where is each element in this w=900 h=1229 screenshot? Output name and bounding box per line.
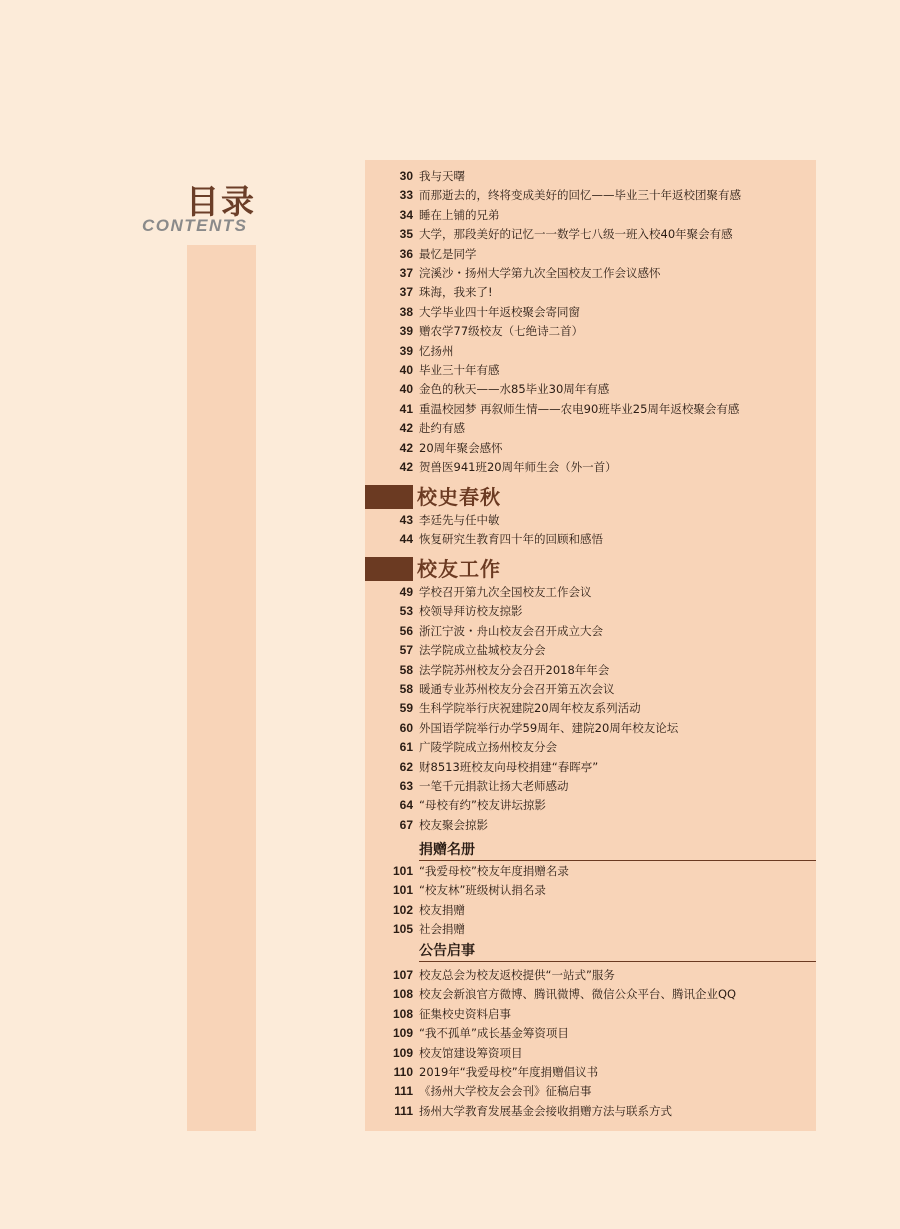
side-decorative-strip [187,245,256,1131]
entry-title: 征集校史资料启事 [419,1006,511,1021]
entry-title: 2019年“我爱母校”年度捐赠倡议书 [419,1065,599,1079]
page-number: 109 [392,1026,413,1041]
toc-entry[interactable] [365,1024,816,1043]
toc-entry[interactable] [365,225,816,244]
toc-entry[interactable] [365,1082,816,1101]
page-number: 67 [399,817,413,832]
toc-entry[interactable] [365,1044,816,1063]
page-number: 42 [399,460,413,474]
page-number: 44 [399,532,413,547]
entry-title: 暖通专业苏州校友分会召开第五次会议 [419,682,615,696]
entry-title: 重温校园梦 再叙师生情——农电90班毕业25周年返校聚会有感 [419,401,740,416]
entry-title: 而那逝去的，终将变成美好的回忆——毕业三十年返校团聚有感 [419,188,741,203]
page-number: 58 [399,682,413,696]
toc-entry[interactable] [365,206,816,225]
page-number: 58 [399,662,413,677]
section-band-history [365,485,413,509]
contents-title-en: CONTENTS [142,216,248,235]
toc-entry[interactable] [365,419,816,438]
toc-entry[interactable] [365,583,816,602]
page-number: 39 [399,343,413,358]
page-number: 39 [399,324,413,339]
toc-entry[interactable] [365,186,816,205]
toc-entry[interactable] [365,816,816,835]
contents-title-cn: 目录 [186,182,256,221]
entry-title: 扬州大学教育发展基金会接收捐赠方法与联系方式 [419,1103,672,1118]
entry-title: 外国语学院举行办学59周年、建院20周年校友论坛 [419,720,679,735]
entry-title: 睡在上铺的兄弟 [419,207,500,222]
entry-title: 校友捐赠 [419,902,465,917]
entry-title: 校领导拜访校友掠影 [419,604,523,619]
toc-entry[interactable] [365,1063,816,1082]
entry-title: 毕业三十年有感 [419,363,500,377]
toc-entry[interactable] [365,966,816,985]
page-number: 36 [399,246,413,261]
section-rule-notice [419,961,816,962]
page-number: 35 [399,227,413,242]
toc-entry[interactable] [365,719,816,738]
page-number: 107 [392,968,413,982]
section-title-history: 校史春秋 [417,485,501,509]
entry-title: “校友林”班级树认捐名录 [419,883,546,898]
toc-entry[interactable] [365,602,816,621]
entry-title: 大学毕业四十年返校聚会寄同窗 [419,304,580,319]
entry-title: 校友会新浪官方微博、腾讯微博、微信公众平台、腾讯企业QQ [419,987,737,1002]
toc-entry[interactable] [365,361,816,380]
page-number: 110 [393,1065,413,1079]
page-number: 38 [399,304,413,319]
entry-title: 浣溪沙・扬州大学第九次全国校友工作会议感怀 [419,266,661,280]
entry-title: 财8513班校友向母校捐建“春晖亭” [419,759,599,774]
entry-title: “母校有约”校友讲坛掠影 [419,798,546,813]
page-number: 101 [392,883,413,898]
entry-title: “我爱母校”校友年度捐赠名录 [419,864,569,878]
toc-entry[interactable] [365,439,816,458]
toc-entry[interactable] [365,680,816,699]
entry-title: 大学，那段美好的记忆一一数学七八级一班入校40年聚会有感 [419,227,733,242]
page-number: 101 [392,864,413,878]
page-number: 59 [399,701,413,716]
toc-entry[interactable] [365,245,816,264]
toc-entry[interactable] [365,622,816,641]
page-number: 43 [399,513,413,527]
toc-entry[interactable] [365,380,816,399]
page-number: 40 [399,363,413,377]
toc-panel [365,160,816,1131]
toc-entry[interactable] [365,661,816,680]
toc-entry[interactable] [365,511,816,530]
toc-entry[interactable] [365,1005,816,1024]
entry-title: 赴约有感 [419,421,465,436]
page-number: 108 [392,987,413,1002]
entry-title: 珠海，我来了! [419,285,493,300]
toc-entry[interactable] [365,530,816,549]
entry-title: 社会捐赠 [419,922,465,937]
page-number: 64 [399,798,413,813]
page-number: 102 [392,902,413,917]
toc-entry[interactable] [365,881,816,900]
section-title-alumni: 校友工作 [417,557,501,581]
page-number: 40 [399,382,413,397]
toc-entry[interactable] [365,985,816,1004]
entry-title: 浙江宁波・舟山校友会召开成立大会 [419,623,603,638]
page-number: 33 [399,188,413,203]
page-number: 108 [392,1006,413,1021]
entry-title: 金色的秋天——水85毕业30周年有感 [419,382,610,397]
entry-title: 贺兽医941班20周年师生会（外一首） [419,460,617,474]
toc-entry[interactable] [365,167,816,186]
toc-entry[interactable] [365,758,816,777]
entry-title: 赠农学77级校友（七绝诗二首） [419,324,584,339]
toc-entry[interactable] [365,901,816,920]
section-band-alumni [365,557,413,581]
page-number: 60 [399,720,413,735]
toc-entry[interactable] [365,641,816,660]
entry-title: 一笔千元捐款让扬大老师感动 [419,779,569,793]
entry-title: 最忆是同学 [419,246,477,261]
toc-entry[interactable] [365,322,816,341]
toc-entry[interactable] [365,400,816,419]
entry-title: 《扬州大学校友会会刊》征稿启事 [419,1084,592,1099]
section-title-notice: 公告启事 [419,943,475,959]
page-number: 62 [399,759,413,774]
entry-title: 20周年聚会感怀 [419,440,503,455]
toc-entry[interactable] [365,796,816,815]
entry-title: 学校召开第九次全国校友工作会议 [419,585,592,599]
entry-title: 李廷先与任中敏 [419,513,500,527]
entry-title: 我与天曙 [419,169,465,183]
page-number: 57 [399,643,413,658]
entry-title: 法学院苏州校友分会召开2018年年会 [419,662,610,677]
page-number: 37 [399,285,413,300]
page-number: 37 [399,266,413,280]
toc-entry[interactable] [365,264,816,283]
toc-entry[interactable] [365,303,816,322]
toc-entry[interactable] [365,342,816,361]
page-number: 30 [399,169,413,183]
page-number: 56 [399,623,413,638]
page-number: 49 [399,585,413,599]
page-number: 42 [399,440,413,455]
page-number: 41 [399,401,413,416]
section-title-donation: 捐赠名册 [419,842,475,858]
page-number: 109 [392,1045,413,1060]
page-number: 111 [394,1103,413,1118]
page-number: 63 [399,779,413,793]
entry-title: 忆扬州 [419,343,454,358]
page-number: 111 [394,1084,413,1099]
toc-entry[interactable] [365,920,816,939]
toc-entry[interactable] [365,777,816,796]
entry-title: 校友总会为校友返校提供“一站式”服务 [419,968,615,982]
toc-entry[interactable] [365,458,816,477]
entry-title: 生科学院举行庆祝建院20周年校友系列活动 [419,701,641,716]
entry-title: 广陵学院成立扬州校友分会 [419,740,557,755]
entry-title: 校友聚会掠影 [419,817,488,832]
entry-title: 恢复研究生教育四十年的回顾和感悟 [419,532,603,547]
toc-entry[interactable] [365,862,816,881]
toc-entry[interactable] [365,283,816,302]
entry-title: “我不孤单”成长基金筹资项目 [419,1026,569,1041]
page-number: 34 [399,207,413,222]
toc-entry[interactable] [365,1102,816,1121]
page-number: 61 [399,740,413,755]
section-rule-donation [419,860,816,861]
toc-entry[interactable] [365,699,816,718]
entry-title: 校友馆建设筹资项目 [419,1045,523,1060]
page-number: 105 [392,922,413,937]
page-number: 42 [399,421,413,436]
entry-title: 法学院成立盐城校友分会 [419,643,546,658]
toc-entry[interactable] [365,738,816,757]
page-number: 53 [399,604,413,619]
